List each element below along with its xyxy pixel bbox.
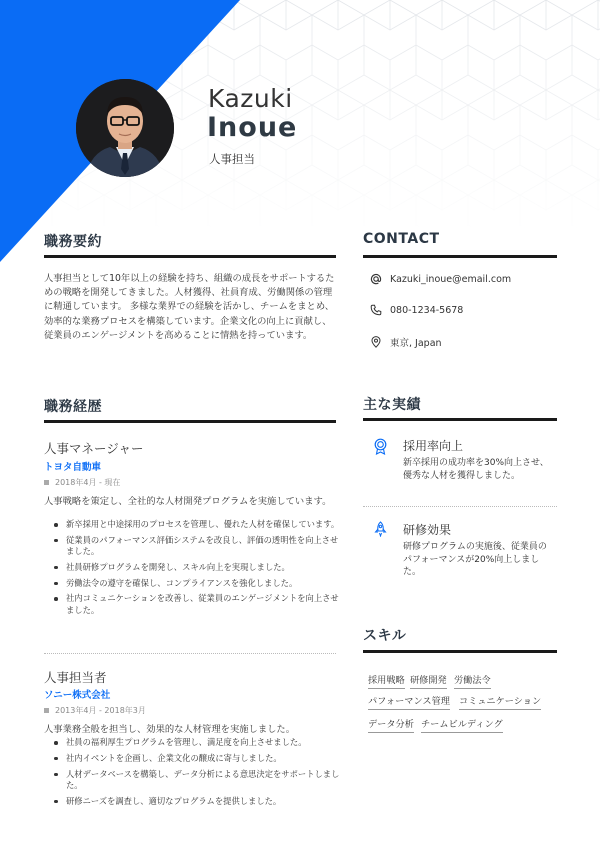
company-name: トヨタ自動車: [44, 462, 102, 473]
summary-heading: 職務要約: [44, 234, 102, 250]
avatar: [76, 79, 174, 177]
job-role: 人事担当: [209, 152, 255, 166]
job-period: [44, 477, 120, 488]
company-name: ソニー株式会社: [44, 690, 111, 701]
list-item: 社内コミュニケーションを改善し、従業員のエンゲージメントを向上させました。: [66, 593, 339, 615]
list-item: 社員の福利厚生プログラムを管理し、満足度を向上させました。: [66, 737, 340, 748]
list-item: 社員研修プログラムを開発し、スキル向上を実現しました。: [66, 562, 340, 573]
job-description: 人事戦略を策定し、全社的な人材開発プログラムを実施しています。: [44, 496, 332, 507]
job-period: [44, 705, 146, 716]
period-marker: [44, 480, 49, 485]
skill-tag: コミュニケーション: [459, 693, 541, 710]
contact-location-text: 東京, Japan: [390, 338, 442, 349]
contact-phone[interactable]: [370, 304, 463, 316]
contact-phone-text: 080-1234-5678: [390, 304, 464, 316]
summary-text: 人事担当として10年以上の経験を持ち、組織の成長をサポートするための戦略を開発してきました。人材獲得、社員育成、労働関係の管理に精通しています。 多様な業界での経験を活かし、チームをまとめ、効率的な業務プロセスを構築しています。企業文化の向上に貢献し、従業員のエンゲージメントを高めることに情熱を持っています。: [44, 273, 335, 341]
award-badge-icon: [373, 438, 388, 455]
resume-header: [0, 0, 600, 230]
skill-tag: 採用戦略: [368, 672, 405, 689]
experience-divider: [44, 420, 336, 423]
contact-email-text: Kazuki_inoue@email.com: [390, 273, 512, 285]
achievements-heading: 主な実績: [363, 397, 421, 413]
achievement-separator: [363, 506, 557, 507]
job-description: 人事業務全般を担当し、効果的な人材管理を実施しました。: [44, 724, 296, 735]
list-item: 研修ニーズを調査し、適切なプログラムを提供しました。: [66, 796, 340, 807]
contact-location: [370, 335, 442, 349]
achievement-title: 採用率向上: [403, 439, 464, 453]
period-marker: [44, 708, 49, 713]
location-pin-icon: [370, 336, 382, 348]
skills-divider: [363, 650, 557, 653]
job-bullets: [66, 737, 340, 811]
skills-heading: スキル: [363, 628, 407, 644]
skill-tag: チームビルディング: [421, 716, 503, 733]
phone-icon: [370, 304, 382, 316]
achievement-text: 新卒採用の成功率を30%向上させ、優秀な人材を獲得しました。: [403, 458, 549, 481]
contact-divider: [363, 255, 557, 258]
at-icon: [370, 273, 382, 285]
job-title: 人事担当者: [44, 670, 107, 685]
skill-tag: データ分析: [368, 716, 414, 733]
job-separator: [44, 653, 336, 654]
list-item: 従業員のパフォーマンス評価システムを改良し、評価の透明性を向上させました。: [66, 534, 339, 556]
skill-tag: パフォーマンス管理: [368, 693, 450, 710]
job-bullets: [66, 519, 340, 620]
rocket-icon: [373, 521, 388, 537]
experience-heading: 職務経歴: [44, 399, 102, 415]
job-period-text: 2013年4月 - 2018年3月: [55, 706, 146, 715]
list-item: 労働法令の遵守を確保し、コンプライアンスを強化しました。: [66, 578, 340, 589]
contact-email[interactable]: [370, 273, 511, 285]
list-item: 人材データベースを構築し、データ分析による意思決定をサポートしました。: [66, 768, 340, 790]
skill-tag: 研修開発: [410, 672, 447, 689]
achievements-divider: [363, 418, 557, 421]
first-name: Kazuki: [208, 84, 293, 113]
list-item: 新卒採用と中途採用のプロセスを管理し、優れた人材を確保しています。: [66, 519, 340, 529]
achievement-title: 研修効果: [403, 523, 452, 537]
skill-tag: 労働法令: [454, 672, 491, 689]
last-name: Inoue: [207, 112, 298, 143]
achievement-text: 研修プログラムの実施後、従業員のパフォーマンスが20%向上しました。: [403, 542, 547, 577]
profile-photo: [76, 79, 174, 177]
job-period-text: 2018年4月 - 現在: [55, 478, 121, 487]
list-item: 社内イベントを企画し、企業文化の醸成に寄与しました。: [66, 753, 340, 764]
contact-heading: CONTACT: [363, 231, 440, 247]
job-title: 人事マネージャー: [44, 441, 144, 456]
